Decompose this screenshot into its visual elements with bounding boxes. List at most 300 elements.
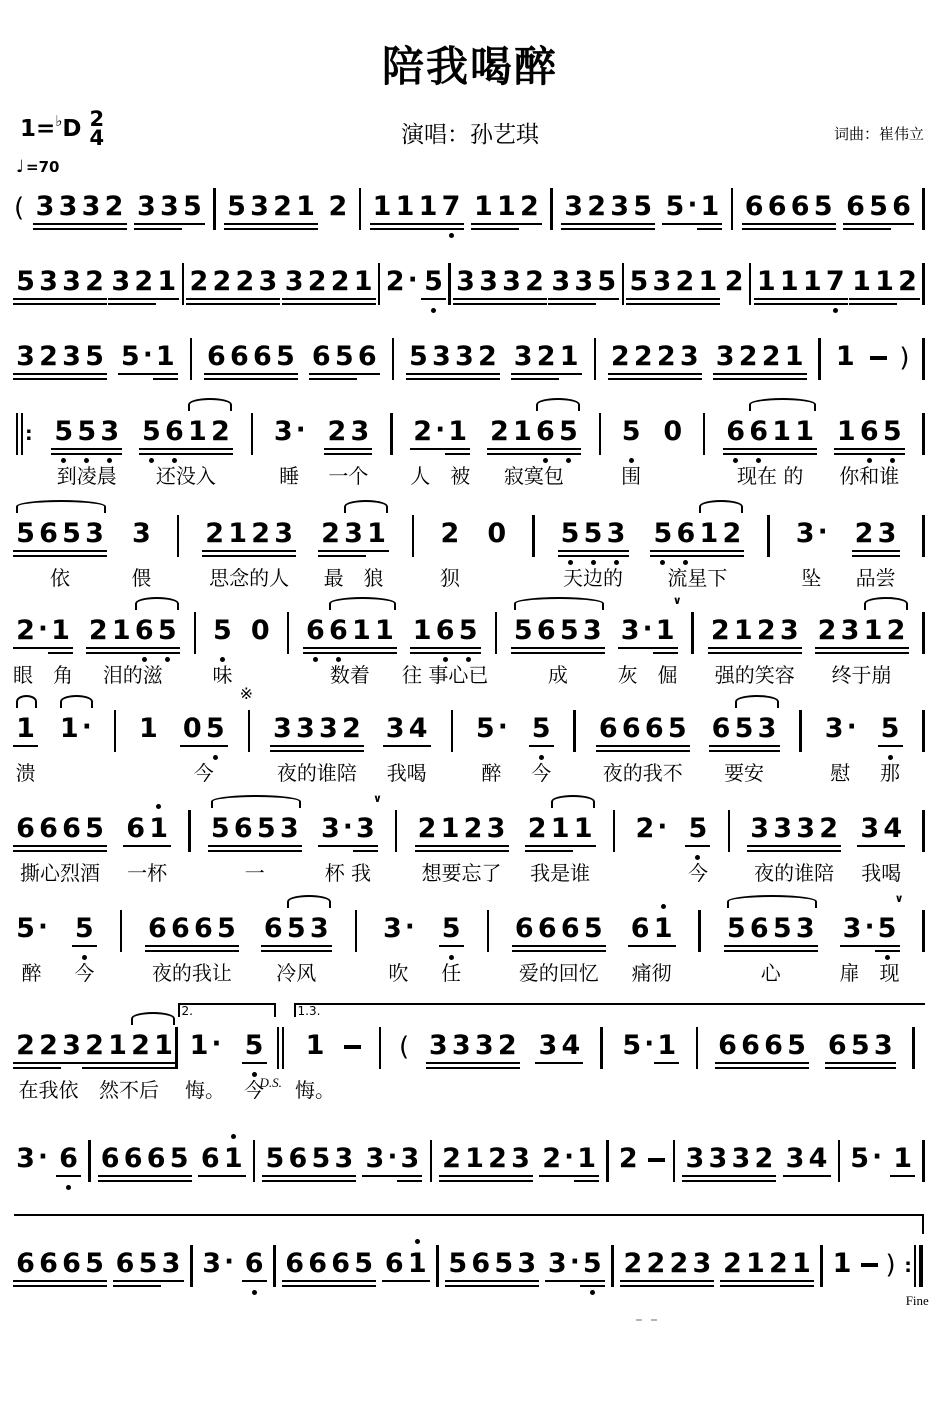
note: 2 (462, 810, 485, 850)
underline (59, 550, 84, 553)
note: 5 (60, 515, 83, 555)
underline (277, 845, 302, 848)
underline (13, 1280, 38, 1283)
note: 3 (794, 810, 817, 850)
underline (331, 1175, 356, 1178)
note: · (142, 338, 154, 378)
note: 6 (356, 338, 379, 378)
underline (154, 298, 179, 301)
barline (922, 1140, 925, 1182)
note: 1 (154, 338, 177, 378)
underline (208, 845, 233, 848)
underline (792, 448, 817, 451)
note: 3 (706, 1140, 729, 1180)
note: 3 (342, 515, 365, 555)
underline (370, 228, 395, 231)
underline (282, 303, 307, 306)
underline (208, 453, 233, 456)
underline (696, 550, 721, 553)
note-group (304, 612, 396, 687)
underline (308, 1175, 333, 1178)
underline (499, 303, 524, 306)
note-group (135, 188, 204, 228)
note-group (512, 338, 581, 378)
note: 4 (881, 810, 904, 850)
underline (815, 647, 840, 650)
underline (777, 303, 802, 306)
note-group (620, 1027, 678, 1067)
note-group (13, 612, 73, 687)
note-group (488, 413, 580, 488)
underline (332, 373, 357, 376)
underline (227, 373, 252, 376)
note: 2 (385, 266, 405, 297)
underline (131, 303, 156, 306)
note-group (319, 515, 388, 590)
note: 5 (492, 1245, 515, 1285)
note-group (546, 1245, 604, 1285)
underline (793, 845, 818, 848)
note: 6 (597, 710, 620, 750)
underline (97, 453, 122, 456)
underline (191, 945, 216, 948)
underline (185, 453, 210, 456)
note-group (14, 910, 49, 985)
note: 3 (650, 263, 673, 303)
underline (74, 448, 99, 451)
note: 2 (632, 338, 655, 378)
underline (59, 850, 84, 853)
underline (840, 945, 865, 948)
note: 2 (752, 1140, 775, 1180)
underline (349, 652, 374, 655)
underline (108, 303, 133, 306)
note: 3 (384, 710, 407, 750)
note: 2 (203, 515, 226, 555)
lyric: 味 (212, 663, 233, 687)
underline (405, 1280, 430, 1283)
lyric: 然不后 (99, 1078, 159, 1102)
note: 7 (440, 188, 463, 228)
note: · (644, 1029, 655, 1059)
note: 6 (306, 1245, 329, 1285)
underline (548, 845, 573, 848)
note: 2 (585, 188, 608, 228)
barline (188, 810, 191, 852)
underline (596, 745, 621, 748)
underline (649, 303, 674, 306)
underline (452, 373, 477, 376)
note-group (716, 1027, 808, 1067)
underline (231, 845, 256, 848)
underline (866, 223, 891, 226)
note: 6 (739, 1027, 762, 1067)
underline (789, 1285, 814, 1288)
underline (225, 550, 250, 553)
note: 2 (209, 413, 232, 453)
underline (456, 647, 481, 650)
note: 5 (559, 515, 582, 555)
note: 6 (536, 910, 559, 950)
note-group (784, 1140, 830, 1180)
underline (416, 223, 441, 226)
underline (231, 850, 256, 853)
note: 3 (348, 413, 371, 453)
repeat-end: : Fine (903, 1245, 925, 1287)
lyric: 醉 (481, 761, 502, 785)
underline (339, 750, 364, 753)
underline (59, 378, 84, 381)
note: 2 (720, 515, 743, 555)
underline (534, 652, 559, 655)
breath-mark: ∨ (672, 594, 682, 607)
underline (558, 555, 583, 558)
note: 6 (60, 1245, 83, 1285)
underline (852, 555, 877, 558)
note: 1 (406, 1245, 429, 1285)
underline (743, 1285, 768, 1288)
underline (168, 950, 193, 953)
note: 6 (844, 188, 867, 228)
lyric: 今 (244, 1078, 264, 1102)
quarter-note-icon: ♩ (16, 157, 25, 177)
underline (429, 378, 454, 381)
note-group (83, 1027, 175, 1102)
underline (247, 228, 272, 231)
system-4 (14, 413, 925, 515)
underline (372, 647, 397, 650)
note: 5 (881, 413, 904, 453)
underline (557, 647, 582, 650)
underline (724, 950, 749, 953)
underline (153, 373, 178, 376)
system-10 (14, 1004, 925, 1140)
lyric: 在我依 (18, 1078, 79, 1102)
barline (922, 188, 925, 230)
underline (255, 303, 280, 306)
note: 1 (572, 810, 595, 850)
underline (852, 550, 877, 553)
note: 5 (75, 413, 98, 453)
note: 3 (427, 1027, 450, 1067)
note: 2 (132, 263, 155, 303)
underline (755, 750, 780, 753)
note-group (651, 515, 743, 590)
underline (438, 845, 463, 848)
underline (144, 1180, 169, 1183)
underline (696, 555, 721, 558)
underline (468, 1285, 493, 1288)
note: 5 (14, 515, 37, 555)
underline (410, 448, 435, 451)
note: 3 (454, 263, 477, 303)
note: 3 (858, 810, 881, 850)
underline (510, 453, 535, 456)
underline (770, 945, 795, 948)
underline (580, 1285, 605, 1288)
lyric: 眼 角 (13, 663, 73, 687)
note: 2 (644, 1245, 667, 1285)
note: 2 (655, 338, 678, 378)
barline (390, 413, 393, 455)
barline (622, 263, 625, 305)
note-group (446, 1245, 538, 1285)
note-group (633, 810, 668, 850)
underline (157, 228, 182, 231)
note: 2 (667, 1245, 690, 1285)
parenthesis: ) (899, 343, 910, 373)
lyric: 要安 (724, 761, 765, 785)
underline (769, 453, 794, 456)
note: 1 (891, 1140, 914, 1180)
underline (254, 845, 279, 848)
note-group (723, 263, 746, 303)
underline (331, 1180, 356, 1183)
note: · (497, 712, 508, 742)
note: 3 (453, 338, 476, 378)
score (13, 188, 929, 1325)
note: 5 (512, 612, 535, 652)
slur-arc (536, 398, 580, 411)
underline (145, 945, 170, 948)
underline (510, 448, 535, 451)
note: 3 (158, 188, 181, 228)
fine-label: Fine (905, 1293, 929, 1308)
note-group (621, 1245, 713, 1285)
underline (56, 1175, 81, 1178)
barline (487, 910, 490, 952)
underline (777, 298, 802, 301)
underline (754, 298, 779, 301)
note: 3 ∨ (354, 810, 377, 850)
note: 3 (271, 710, 294, 750)
barline (838, 1140, 841, 1182)
underline (98, 1180, 123, 1183)
low-octave-dot (449, 233, 454, 238)
underline (180, 745, 205, 748)
underline (672, 298, 697, 301)
underline (204, 373, 229, 376)
note-group (271, 710, 363, 785)
note: 6 (766, 188, 789, 228)
underline (186, 303, 211, 306)
note: 4 (407, 710, 430, 750)
note: 3 (473, 1027, 496, 1067)
note-group (629, 910, 675, 985)
underline (472, 1062, 497, 1065)
note: 2 (440, 518, 460, 549)
underline (449, 1062, 474, 1065)
note: 2 (673, 263, 696, 303)
underline (857, 448, 882, 451)
underline (838, 647, 863, 650)
underline (476, 303, 501, 306)
note: 2 (233, 263, 256, 303)
lyric: 你和谁 (839, 464, 900, 488)
barline (818, 338, 821, 380)
low-octave-dot (165, 657, 170, 662)
underline (204, 378, 229, 381)
underline (202, 555, 227, 558)
low-octave-dot (431, 308, 436, 313)
note-group (181, 710, 227, 785)
slur-arc (131, 1012, 175, 1025)
underline (98, 1175, 123, 1178)
underline (580, 1280, 605, 1283)
note: 2 (210, 263, 233, 303)
note: 2 (755, 612, 778, 652)
note-group (109, 263, 178, 303)
note: 1 (495, 188, 518, 228)
barline (731, 188, 734, 230)
note-group (119, 338, 177, 378)
note-group (891, 1140, 914, 1180)
underline (13, 1285, 38, 1288)
note: 5 ∨ (876, 910, 899, 950)
underline (209, 303, 234, 306)
underline (665, 750, 690, 753)
note: 3 (756, 710, 779, 750)
note: 3 (109, 263, 132, 303)
underline (626, 298, 651, 301)
note: 1 (371, 188, 394, 228)
note: 3 (678, 338, 701, 378)
note: 5 (457, 612, 480, 652)
note: 5 (52, 413, 75, 453)
underline (439, 228, 464, 231)
note: 1 (793, 413, 816, 453)
underline (79, 223, 104, 226)
underline (328, 298, 353, 301)
note: 5 (879, 710, 902, 750)
note: 1 (850, 263, 873, 303)
note-group (384, 263, 419, 303)
underline (318, 845, 343, 848)
underline (72, 945, 97, 948)
note: 6 (310, 338, 333, 378)
underline (303, 647, 328, 650)
underline (393, 223, 418, 226)
note: 5 (557, 413, 580, 453)
slur-arc (16, 695, 37, 708)
underline (747, 950, 772, 953)
underline (654, 1062, 679, 1065)
underline (132, 647, 157, 650)
high-octave-dot (415, 1239, 420, 1244)
note: 1 (549, 810, 572, 850)
note: 1 (472, 188, 495, 228)
lyric: 强的笑容 (714, 663, 795, 687)
note-group (200, 1245, 235, 1285)
note: 2 (14, 612, 37, 652)
system-12 (14, 1245, 929, 1325)
note: 5 (243, 1027, 266, 1067)
note: 5 (582, 910, 605, 950)
underline (351, 298, 376, 301)
underline (341, 555, 366, 558)
note: 6 (57, 1140, 80, 1180)
note-group (407, 338, 499, 378)
note-group (52, 413, 121, 488)
slur-arc (211, 795, 301, 808)
note-group (87, 612, 179, 687)
low-octave-dot (149, 458, 154, 463)
underline (293, 745, 318, 748)
underline (426, 1067, 451, 1070)
note-group (384, 710, 430, 785)
note: 6 (37, 810, 60, 850)
underline (351, 1285, 376, 1288)
note: · (342, 810, 354, 850)
underline (742, 228, 767, 231)
underline (557, 373, 582, 376)
underline (765, 228, 790, 231)
underline (307, 950, 332, 953)
underline (159, 1280, 184, 1283)
note: 5 (181, 188, 204, 228)
underline (393, 228, 418, 231)
underline (815, 652, 840, 655)
underline (136, 1285, 161, 1288)
underline (604, 555, 629, 558)
underline (607, 228, 632, 231)
barline (922, 413, 925, 455)
note: 2 (416, 810, 439, 850)
note: 3 (500, 263, 523, 303)
underline (439, 223, 464, 226)
note: 5 (627, 263, 650, 303)
lyric: 往 事心已 (402, 663, 489, 687)
underline (132, 652, 157, 655)
note-group (325, 413, 371, 488)
underline (82, 555, 107, 558)
underline (136, 1280, 161, 1283)
note: 3 (546, 1245, 569, 1285)
underline (461, 850, 486, 853)
underline (285, 1175, 310, 1178)
underline (689, 1285, 714, 1288)
double-barline (259, 1027, 286, 1090)
underline (558, 1062, 583, 1065)
note-group (57, 1140, 80, 1180)
note: 1 (652, 910, 675, 950)
note: 6 (192, 910, 215, 950)
barline (600, 1027, 603, 1069)
note: 2 (129, 1027, 152, 1067)
underline (653, 647, 678, 650)
lyric: 最 狼 (323, 566, 384, 590)
lyric: 流星下 (667, 566, 728, 590)
note: 5 (309, 1140, 332, 1180)
note: 6 (14, 810, 37, 850)
underline (439, 1175, 464, 1178)
underline (36, 298, 61, 301)
underline (742, 223, 767, 226)
underline (341, 550, 366, 553)
volta-label: 2. (181, 1004, 193, 1018)
underline (242, 1062, 267, 1065)
underline (254, 850, 279, 853)
note: · (569, 1245, 581, 1285)
underline (208, 448, 233, 451)
underline (48, 652, 73, 655)
underline (36, 378, 61, 381)
barline (287, 612, 290, 654)
underline (128, 1067, 153, 1070)
note-group (710, 710, 779, 785)
note: 5 (83, 810, 106, 850)
barline (691, 612, 694, 654)
